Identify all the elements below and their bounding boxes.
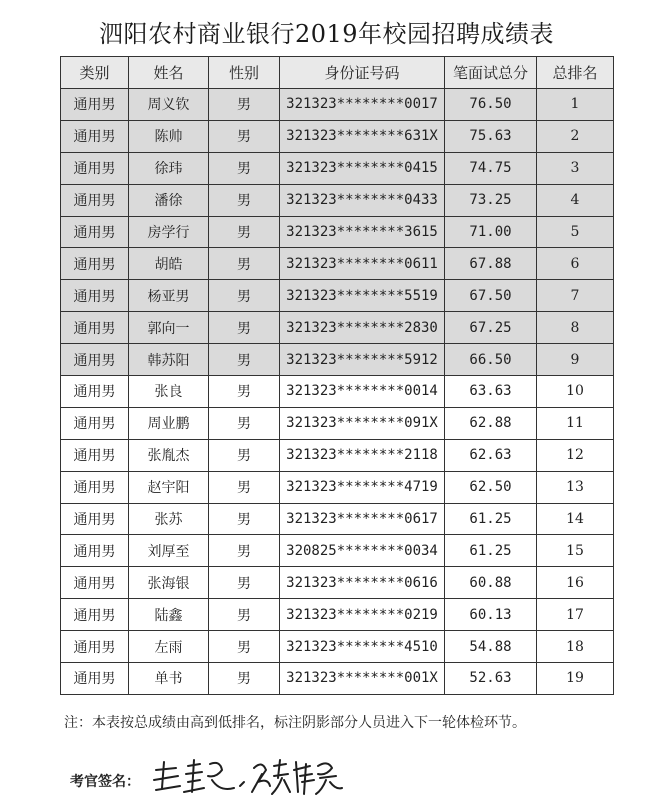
cell-gender: 男 xyxy=(209,471,280,503)
cell-gender: 男 xyxy=(209,152,280,184)
cell-category: 通用男 xyxy=(61,312,129,344)
cell-rank: 7 xyxy=(537,280,614,312)
table-row xyxy=(61,184,614,216)
cell-gender: 男 xyxy=(209,216,280,248)
cell-category: 通用男 xyxy=(61,663,129,695)
cell-category: 通用男 xyxy=(61,567,129,599)
cell-total-score: 63.63 xyxy=(445,376,537,408)
cell-gender: 男 xyxy=(209,248,280,280)
signature-label: 考官签名： xyxy=(70,774,140,790)
cell-total-score: 60.13 xyxy=(445,599,537,631)
cell-total-score: 52.63 xyxy=(445,663,537,695)
cell-total-score: 76.50 xyxy=(445,89,537,121)
cell-id-number: 321323********2830 xyxy=(280,312,445,344)
cell-id-number: 321323********2118 xyxy=(280,439,445,471)
cell-total-score: 67.88 xyxy=(445,248,537,280)
cell-category: 通用男 xyxy=(61,599,129,631)
cell-category: 通用男 xyxy=(61,216,129,248)
cell-name: 房学行 xyxy=(129,216,209,248)
table-row xyxy=(61,280,614,312)
cell-name: 单书 xyxy=(129,663,209,695)
cell-rank: 4 xyxy=(537,184,614,216)
cell-name: 徐玮 xyxy=(129,152,209,184)
cell-category: 通用男 xyxy=(61,376,129,408)
cell-gender: 男 xyxy=(209,376,280,408)
cell-name: 张胤杰 xyxy=(129,439,209,471)
cell-name: 陆鑫 xyxy=(129,599,209,631)
score-table xyxy=(60,56,614,695)
cell-gender: 男 xyxy=(209,89,280,121)
table-row xyxy=(61,663,614,695)
cell-rank: 14 xyxy=(537,503,614,535)
cell-gender: 男 xyxy=(209,663,280,695)
cell-total-score: 62.63 xyxy=(445,439,537,471)
cell-gender: 男 xyxy=(209,120,280,152)
cell-name: 张良 xyxy=(129,376,209,408)
cell-total-score: 61.25 xyxy=(445,503,537,535)
cell-category: 通用男 xyxy=(61,407,129,439)
cell-total-score: 60.88 xyxy=(445,567,537,599)
cell-name: 左雨 xyxy=(129,631,209,663)
cell-id-number: 321323********0617 xyxy=(280,503,445,535)
table-row xyxy=(61,631,614,663)
cell-rank: 16 xyxy=(537,567,614,599)
header-name: 姓名 xyxy=(129,57,209,89)
cell-total-score: 66.50 xyxy=(445,344,537,376)
cell-name: 韩苏阳 xyxy=(129,344,209,376)
cell-category: 通用男 xyxy=(61,631,129,663)
table-row xyxy=(61,407,614,439)
cell-rank: 15 xyxy=(537,535,614,567)
cell-id-number: 321323********631X xyxy=(280,120,445,152)
cell-id-number: 321323********0017 xyxy=(280,89,445,121)
cell-name: 陈帅 xyxy=(129,120,209,152)
table-row xyxy=(61,439,614,471)
table-row xyxy=(61,567,614,599)
header-total-score: 笔面试总分 xyxy=(445,57,537,89)
table-row xyxy=(61,471,614,503)
cell-id-number: 321323********5912 xyxy=(280,344,445,376)
cell-rank: 1 xyxy=(537,89,614,121)
cell-name: 张苏 xyxy=(129,503,209,535)
cell-category: 通用男 xyxy=(61,535,129,567)
table-row xyxy=(61,216,614,248)
cell-id-number: 321323********0219 xyxy=(280,599,445,631)
cell-gender: 男 xyxy=(209,184,280,216)
cell-rank: 6 xyxy=(537,248,614,280)
cell-rank: 9 xyxy=(537,344,614,376)
cell-rank: 19 xyxy=(537,663,614,695)
cell-rank: 5 xyxy=(537,216,614,248)
cell-id-number: 321323********0014 xyxy=(280,376,445,408)
cell-total-score: 61.25 xyxy=(445,535,537,567)
cell-id-number: 320825********0034 xyxy=(280,535,445,567)
table-row xyxy=(61,376,614,408)
cell-total-score: 62.88 xyxy=(445,407,537,439)
cell-category: 通用男 xyxy=(61,89,129,121)
cell-total-score: 67.50 xyxy=(445,280,537,312)
cell-gender: 男 xyxy=(209,567,280,599)
cell-gender: 男 xyxy=(209,631,280,663)
cell-name: 赵宇阳 xyxy=(129,471,209,503)
cell-rank: 11 xyxy=(537,407,614,439)
cell-category: 通用男 xyxy=(61,280,129,312)
document-title: 泗阳农村商业银行2019年校园招聘成绩表 xyxy=(98,20,555,48)
cell-category: 通用男 xyxy=(61,152,129,184)
cell-gender: 男 xyxy=(209,280,280,312)
header-rank: 总排名 xyxy=(537,57,614,89)
table-row xyxy=(61,344,614,376)
cell-rank: 12 xyxy=(537,439,614,471)
table-row xyxy=(61,503,614,535)
cell-total-score: 54.88 xyxy=(445,631,537,663)
header-gender: 性别 xyxy=(209,57,280,89)
footnote: 注：本表按总成绩由高到低排名，标注阴影部分人员进入下一轮体检环节。 xyxy=(64,715,526,731)
table-header-row xyxy=(61,57,614,89)
cell-name: 杨亚男 xyxy=(129,280,209,312)
cell-total-score: 71.00 xyxy=(445,216,537,248)
cell-name: 郭向一 xyxy=(129,312,209,344)
cell-category: 通用男 xyxy=(61,471,129,503)
cell-category: 通用男 xyxy=(61,184,129,216)
cell-category: 通用男 xyxy=(61,439,129,471)
cell-id-number: 321323********091X xyxy=(280,407,445,439)
cell-rank: 10 xyxy=(537,376,614,408)
cell-name: 周业鹏 xyxy=(129,407,209,439)
table-row xyxy=(61,535,614,567)
cell-gender: 男 xyxy=(209,344,280,376)
cell-gender: 男 xyxy=(209,503,280,535)
cell-gender: 男 xyxy=(209,535,280,567)
cell-total-score: 67.25 xyxy=(445,312,537,344)
cell-id-number: 321323********4510 xyxy=(280,631,445,663)
cell-name: 张海银 xyxy=(129,567,209,599)
cell-id-number: 321323********0611 xyxy=(280,248,445,280)
cell-category: 通用男 xyxy=(61,248,129,280)
cell-gender: 男 xyxy=(209,439,280,471)
cell-id-number: 321323********0415 xyxy=(280,152,445,184)
cell-id-number: 321323********3615 xyxy=(280,216,445,248)
cell-name: 周义钦 xyxy=(129,89,209,121)
cell-total-score: 62.50 xyxy=(445,471,537,503)
cell-category: 通用男 xyxy=(61,344,129,376)
table-row xyxy=(61,120,614,152)
table-row xyxy=(61,248,614,280)
cell-rank: 13 xyxy=(537,471,614,503)
table-row xyxy=(61,312,614,344)
cell-id-number: 321323********001X xyxy=(280,663,445,695)
handwritten-signature xyxy=(150,752,350,800)
header-id-number: 身份证号码 xyxy=(280,57,445,89)
cell-gender: 男 xyxy=(209,407,280,439)
table-row xyxy=(61,152,614,184)
cell-id-number: 321323********4719 xyxy=(280,471,445,503)
cell-name: 潘徐 xyxy=(129,184,209,216)
cell-id-number: 321323********5519 xyxy=(280,280,445,312)
cell-id-number: 321323********0433 xyxy=(280,184,445,216)
table-row xyxy=(61,599,614,631)
cell-total-score: 73.25 xyxy=(445,184,537,216)
header-category: 类别 xyxy=(61,57,129,89)
cell-category: 通用男 xyxy=(61,503,129,535)
cell-total-score: 75.63 xyxy=(445,120,537,152)
cell-id-number: 321323********0616 xyxy=(280,567,445,599)
cell-rank: 8 xyxy=(537,312,614,344)
cell-rank: 18 xyxy=(537,631,614,663)
cell-rank: 2 xyxy=(537,120,614,152)
cell-gender: 男 xyxy=(209,599,280,631)
cell-name: 胡皓 xyxy=(129,248,209,280)
table-row xyxy=(61,89,614,121)
cell-category: 通用男 xyxy=(61,120,129,152)
cell-rank: 17 xyxy=(537,599,614,631)
cell-gender: 男 xyxy=(209,312,280,344)
cell-rank: 3 xyxy=(537,152,614,184)
cell-total-score: 74.75 xyxy=(445,152,537,184)
cell-name: 刘厚至 xyxy=(129,535,209,567)
